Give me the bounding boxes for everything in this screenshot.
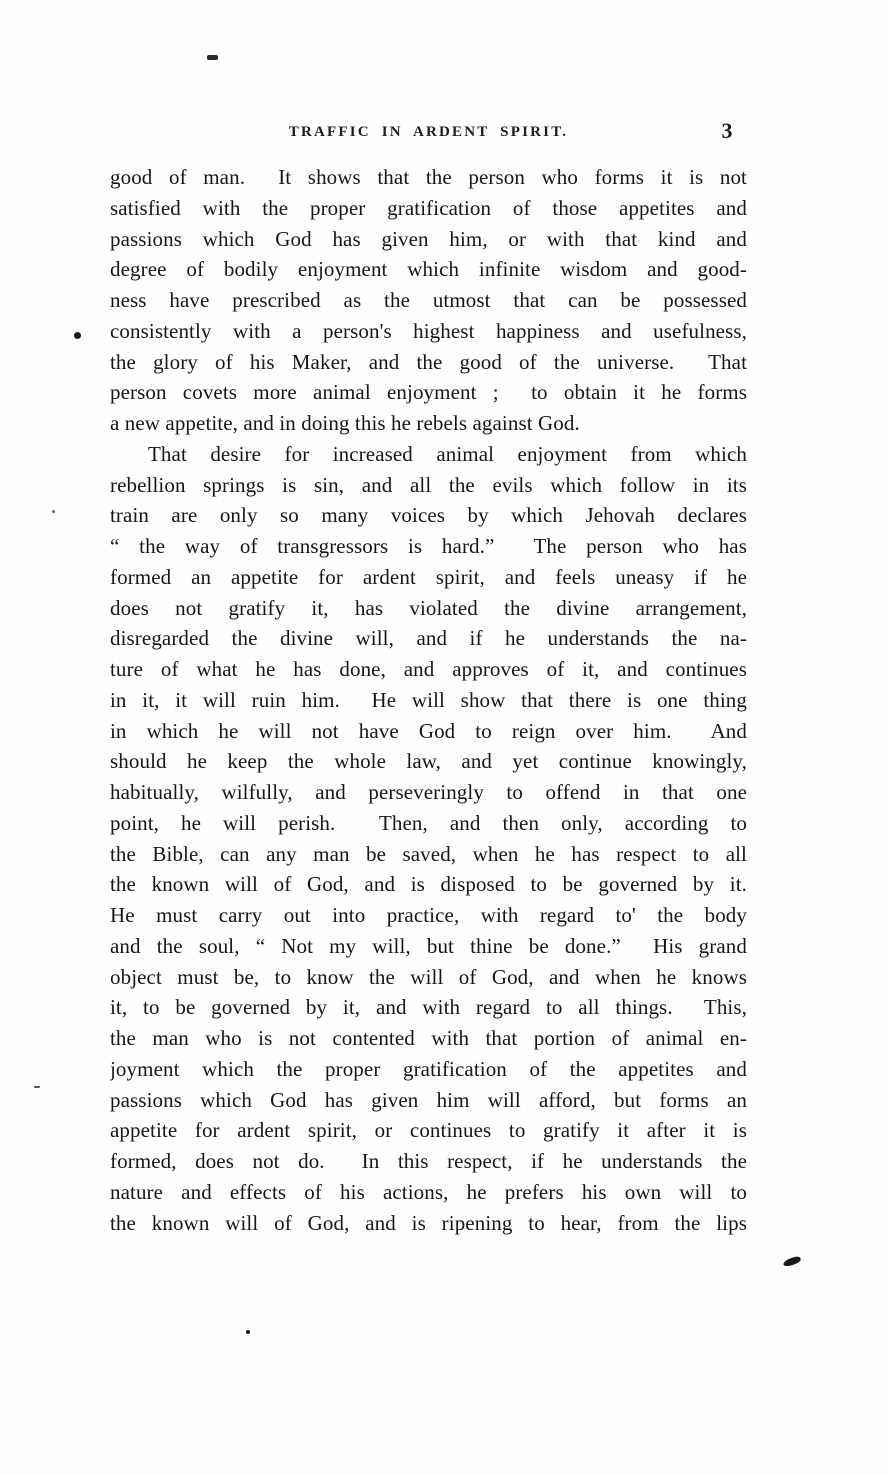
text-line: ness have prescribed as the utmost that can be possessed <box>110 288 747 312</box>
ink-smudge-right <box>782 1255 801 1267</box>
text-line: formed, does not do. In this respect, if he understands the <box>110 1149 747 1173</box>
text-block <box>110 162 747 1238</box>
text-line: That desire for increased animal enjoyment from which <box>148 441 747 466</box>
text-line: nature and effects of his actions, he prefers his own will to <box>110 1179 747 1204</box>
text-line: the Bible, can any man be saved, when he has respect to all <box>110 841 747 866</box>
text-line: He must carry out into practice, with regard to' the body <box>110 903 747 927</box>
text-line: disregarded the divine will, and if he understands the na- <box>110 626 747 651</box>
text-line: ture of what he has done, and approves of it, and continues <box>110 657 747 681</box>
text-line: does not gratify it, has violated the divine arrangement, <box>110 595 747 620</box>
text-line: should he keep the whole law, and yet continue knowingly, <box>110 749 747 774</box>
ink-speck-left-lower <box>34 1086 40 1088</box>
ink-speck-left-middle <box>52 510 55 513</box>
text-line: the known will of God, and is ripening to hear, from the lips <box>110 1210 747 1235</box>
text-line: appetite for ardent spirit, or continues to gratify it after it is <box>110 1118 747 1143</box>
text-line: and the soul, “ Not my will, but thine be done.” His grand <box>110 933 747 958</box>
text-line: “ the way of transgressors is hard.” The person who has <box>110 534 747 558</box>
text-line: a new appetite, and in doing this he rebels against God. <box>110 411 580 435</box>
margin-bullet-mark <box>74 332 81 339</box>
text-line: consistently with a person's highest happiness and usefulness, <box>110 318 747 343</box>
text-line: train are only so many voices by which Jehovah declares <box>110 503 747 528</box>
text-line: the known will of God, and is disposed to be governed by it. <box>110 872 747 897</box>
text-line: habitually, wilfully, and perseveringly to offend in that one <box>110 780 747 804</box>
text-line: good of man. It shows that the person who forms it is not <box>110 165 747 189</box>
page-number: 3 <box>721 118 733 143</box>
text-line: joyment which the proper gratification of the appetites and <box>110 1056 747 1081</box>
text-line: degree of bodily enjoyment which infinite wisdom and good- <box>110 257 747 282</box>
text-line: it, to be governed by it, and with regard to all things. This, <box>110 995 747 1020</box>
ink-speck-top <box>207 55 218 60</box>
text-line: rebellion springs is sin, and all the evils which follow in its <box>110 472 747 497</box>
ink-speck-bottom <box>246 1330 250 1334</box>
text-line: the man who is not contented with that portion of animal en- <box>110 1026 747 1050</box>
text-line: passions which God has given him will afford, but forms an <box>110 1087 747 1112</box>
text-line: point, he will perish. Then, and then only, according to <box>110 810 747 835</box>
text-line: in which he will not have God to reign over him. And <box>110 718 747 743</box>
text-line: satisfied with the proper gratification of those appetites and <box>110 195 747 220</box>
text-line: in it, it will ruin him. He will show that there is one thing <box>110 687 747 712</box>
text-line: the glory of his Maker, and the good of the universe. That <box>110 349 747 374</box>
text-line: person covets more animal enjoyment ; to obtain it he forms <box>110 380 747 405</box>
text-line: object must be, to know the will of God, and when he knows <box>110 964 747 989</box>
text-line: passions which God has given him, or with that kind and <box>110 226 747 251</box>
running-header-title: TRAFFIC IN ARDENT SPIRIT. <box>288 124 569 140</box>
text-line: formed an appetite for ardent spirit, and feels uneasy if he <box>110 564 747 589</box>
